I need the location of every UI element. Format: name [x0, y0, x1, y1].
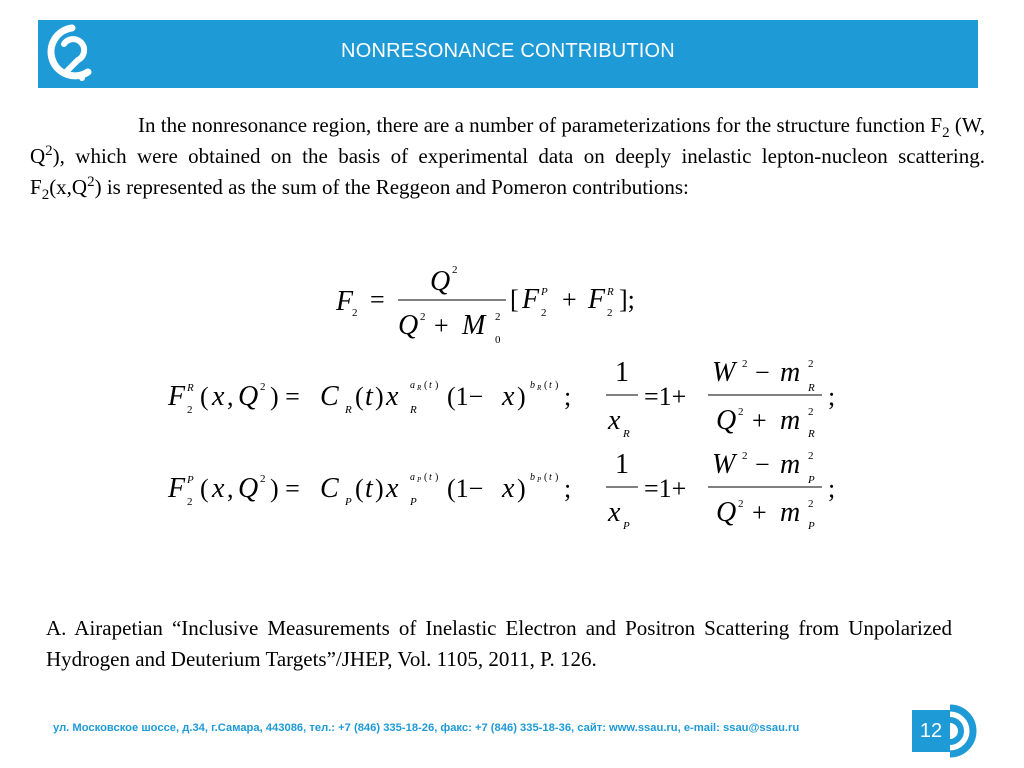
svg-text:−: − [755, 450, 770, 479]
svg-text:P: P [417, 476, 422, 484]
svg-text:2: 2 [742, 358, 748, 370]
svg-text:=1+: =1+ [644, 474, 687, 503]
svg-text:2: 2 [808, 450, 814, 462]
svg-text:(: ( [355, 382, 364, 411]
svg-text:+: + [434, 311, 449, 340]
svg-text:F: F [168, 473, 186, 504]
svg-text:=: = [370, 285, 385, 314]
svg-text:t: t [429, 380, 432, 391]
svg-text:): ) [555, 472, 559, 483]
svg-text:F: F [522, 284, 540, 315]
svg-text:b: b [530, 380, 535, 391]
svg-text:R: R [808, 382, 815, 394]
svg-text:x: x [502, 473, 515, 504]
svg-text:;: ; [564, 382, 572, 411]
equation-pomeron [160, 447, 850, 537]
svg-text:x: x [386, 473, 399, 504]
svg-text:F: F [588, 284, 606, 315]
svg-text:,: , [227, 474, 234, 503]
svg-text:P: P [623, 520, 630, 532]
svg-text:2: 2 [738, 406, 744, 418]
svg-text:2: 2 [420, 311, 426, 323]
svg-text:x: x [212, 381, 225, 412]
svg-text:2: 2 [738, 498, 744, 510]
svg-text:2: 2 [187, 404, 193, 416]
svg-text:R: R [345, 404, 352, 416]
svg-text:F: F [336, 286, 354, 317]
svg-text:a: a [410, 472, 415, 483]
svg-text:C: C [320, 473, 339, 504]
svg-text:(: ( [424, 472, 428, 483]
svg-text:x: x [608, 497, 621, 528]
svg-text:,: , [227, 382, 234, 411]
reference-citation: A. Airapetian “Inclusive Measurements of Inelastic Electron and Positron Scattering from Unpolarized Hydrogen and Deuterium Targets”/JHEP, Vol. 1105, 2011, P. 126. [46, 616, 952, 671]
svg-text:F: F [168, 381, 186, 412]
svg-text:t: t [549, 472, 552, 483]
svg-text:2: 2 [260, 473, 266, 485]
equation-f2-sum [330, 258, 660, 348]
svg-text:a: a [410, 380, 415, 391]
svg-text:P: P [345, 496, 352, 508]
svg-text:2: 2 [808, 358, 814, 370]
footer-address: ул. Московское шоссе, д.34, г.Самара, 443086, тел.: +7 (846) 335-18-26, факс: +7 (846) 335-18-36, сайт: www.ssau.ru, e-mail: ssau@ssau.ru [53, 722, 800, 734]
svg-text:x: x [502, 381, 515, 412]
svg-text:+: + [752, 406, 767, 435]
svg-text:+: + [562, 285, 577, 314]
svg-text:2: 2 [541, 307, 547, 319]
svg-text:Q: Q [716, 405, 737, 436]
svg-text:Q: Q [398, 310, 419, 341]
svg-text:): ) [375, 382, 384, 411]
svg-text:(1−: (1− [447, 382, 484, 411]
svg-text:R: R [410, 404, 417, 416]
svg-text:): ) [435, 472, 439, 483]
svg-text:;: ; [828, 474, 836, 503]
svg-text:2: 2 [187, 496, 193, 508]
svg-text:): ) [555, 380, 559, 391]
svg-text:Q: Q [238, 381, 259, 412]
svg-text:t: t [365, 381, 373, 412]
svg-text:P: P [410, 496, 417, 508]
svg-text:P: P [537, 476, 542, 484]
svg-text:Q: Q [238, 473, 259, 504]
svg-text:): ) [517, 382, 526, 411]
svg-text:) =: ) = [270, 474, 300, 503]
svg-text:R: R [808, 428, 815, 440]
svg-text:=1+: =1+ [644, 382, 687, 411]
svg-text:x: x [386, 381, 399, 412]
svg-text:2: 2 [607, 307, 613, 319]
svg-text:x: x [608, 405, 621, 436]
svg-text:m: m [780, 357, 801, 388]
svg-text:P: P [541, 286, 548, 298]
svg-text:m: m [780, 497, 801, 528]
svg-text:2: 2 [495, 311, 501, 323]
svg-text:b: b [530, 472, 535, 483]
svg-text:2: 2 [808, 498, 814, 510]
svg-text:(: ( [200, 382, 209, 411]
slide-title: NONRESONANCE CONTRIBUTION [341, 40, 675, 62]
svg-text:1: 1 [615, 357, 629, 388]
svg-text:x: x [212, 473, 225, 504]
header-bar [38, 20, 978, 88]
svg-text:;: ; [828, 382, 836, 411]
svg-text:M: M [462, 310, 486, 341]
svg-text:2: 2 [808, 406, 814, 418]
svg-text:Q: Q [716, 497, 737, 528]
svg-text:R: R [187, 382, 194, 394]
svg-text:R: R [607, 286, 614, 298]
svg-text:0: 0 [495, 334, 501, 346]
svg-text:R: R [417, 384, 422, 392]
svg-text:];: ]; [619, 285, 635, 314]
svg-text:;: ; [564, 474, 572, 503]
svg-text:2: 2 [742, 450, 748, 462]
svg-text:m: m [780, 405, 801, 436]
svg-text:): ) [375, 474, 384, 503]
svg-text:Q: Q [430, 266, 451, 297]
svg-text:1: 1 [615, 449, 629, 480]
svg-text:+: + [752, 498, 767, 527]
svg-text:P: P [808, 520, 815, 532]
svg-text:W: W [712, 449, 736, 480]
svg-text:(: ( [544, 380, 548, 391]
svg-text:): ) [435, 380, 439, 391]
footer-logo-icon [946, 704, 978, 758]
svg-text:R: R [537, 384, 542, 392]
svg-text:(: ( [544, 472, 548, 483]
equation-reggeon [160, 355, 850, 445]
svg-text:t: t [365, 473, 373, 504]
intro-paragraph: In the nonresonance region, there are a number of parameterizations for the structure function $F_2$ (W, $Q^2$), which were obtained on the basis of experimental data on deeply inelastic lepton-nucleon scattering. $F_2(x,Q^2)$ is represented as the sum of the Reggeon and Pomeron contributions: [30, 113, 985, 204]
svg-text:(: ( [424, 380, 428, 391]
svg-text:W: W [712, 357, 736, 388]
svg-text:[: [ [510, 285, 519, 314]
svg-text:2: 2 [260, 381, 266, 393]
svg-text:C: C [320, 381, 339, 412]
svg-text:(1−: (1− [447, 474, 484, 503]
svg-text:m: m [780, 449, 801, 480]
svg-text:R: R [623, 428, 630, 440]
svg-text:t: t [429, 472, 432, 483]
svg-text:2: 2 [452, 264, 458, 276]
svg-text:P: P [187, 474, 194, 486]
svg-text:2: 2 [352, 307, 358, 319]
svg-text:(: ( [355, 474, 364, 503]
svg-text:−: − [755, 358, 770, 387]
svg-text:) =: ) = [270, 382, 300, 411]
svg-text:t: t [549, 380, 552, 391]
svg-text:P: P [808, 474, 815, 486]
svg-text:(: ( [200, 474, 209, 503]
svg-text:): ) [517, 474, 526, 503]
page-number: 12 [912, 710, 950, 752]
